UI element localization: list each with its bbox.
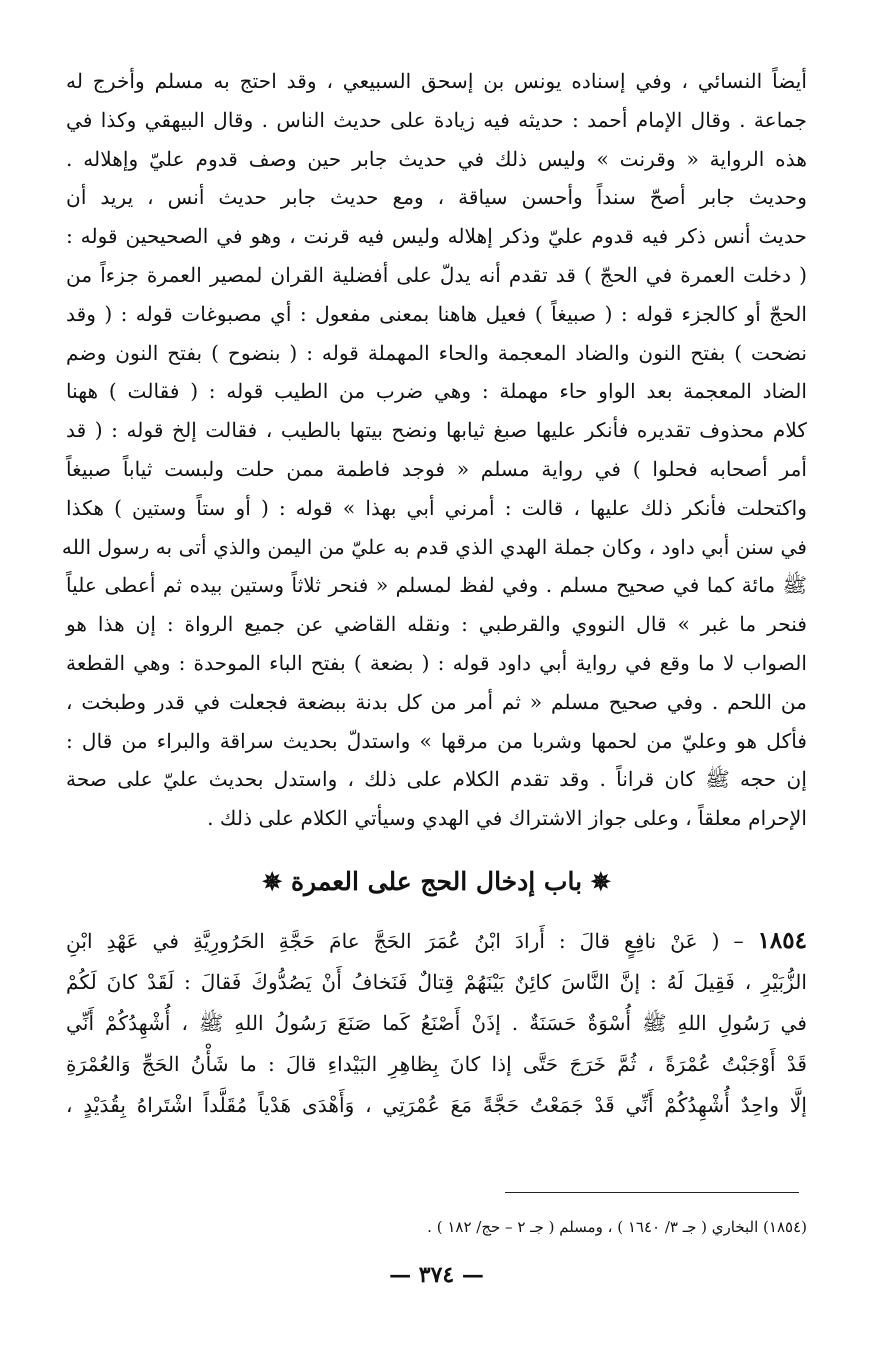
hadith-line-text: – ( عَنْ نافِعٍ قالَ : أَرادَ ابْنُ عُمَرَ الحَجَّ عامَ حَجَّةِ الحَرُورِيَّةِ في عَهْدِ ابْنِ bbox=[66, 928, 758, 953]
hadith-text bbox=[66, 920, 807, 1126]
commentary-text bbox=[61, 62, 807, 838]
commentary-line: حديث أنس ذكر فيه قدوم عليّ وذكر إهلاله وليس فيه قرنت ، وهو في الصحيحين قوله : bbox=[66, 224, 807, 249]
commentary-line: فنحر ما غبر » قال النووي والقرطبي : ونقله القاضي عن جميع الرواة : إن هذا هو bbox=[66, 612, 807, 637]
chapter-heading bbox=[66, 862, 807, 902]
commentary-line: أيضاً النسائي ، وفي إسناده يونس بن إسحق السبيعي ، وقد احتج به مسلم وأخرج له bbox=[66, 69, 807, 93]
commentary-line: فأكل هو وعليّ من لحمها وشربا من مرقها » واستدلّ بحديث سراقة والبراء من قال : bbox=[66, 728, 807, 753]
commentary-line: الإحرام معلقاً ، وعلى جواز الاشتراك في الهدي وسيأتي الكلام على ذلك . bbox=[207, 806, 807, 831]
commentary-line: الحجّ أو كالجزء قوله : ( صبيغاً ) فعيل هاهنا بمعنى مفعول : أي مصبوغات قوله : ( وقد bbox=[66, 301, 807, 326]
footnote: (١٨٥٤) البخاري ( جـ ٣/ ١٦٤٠ ) ، ومسلم ( جـ ٢ – حج/ ١٨٢ ) . bbox=[427, 1218, 807, 1236]
page-number: — ٣٧٤ — bbox=[389, 1262, 484, 1288]
hadith-line: في رَسُولِ اللهِ ﷺ أُسْوَةٌ حَسَنَةٌ . إذَنْ أَصْنَعُ كَما صَنَعَ رَسُولُ اللهِ ﷺ ، أُشْهِدُكُمْ أَنِّي bbox=[66, 1010, 807, 1035]
hadith-line: إلَّا واحِدٌ أُشْهِدُكُمْ أَنِّي قَدْ جَمَعْتُ حَجَّةً مَعَ عُمْرَتِي ، وَأَهْدَى هَدْياً مُقَلَّداً اشْتَراهُ بِقُدَيْدٍ ، bbox=[66, 1092, 807, 1117]
commentary-line: هذه الرواية « وقرنت » وليس ذلك في حديث جابر حين وصف قدوم عليّ وإهلاله . bbox=[66, 146, 807, 171]
commentary-line: من اللحم . وفي صحيح مسلم « ثم أمر من كل بدنة ببضعة فجعلت في قدر وطبخت ، bbox=[66, 689, 807, 714]
star-ornament-right: ✵ bbox=[590, 866, 611, 896]
commentary-line: نضحت ) بفتح النون والضاد المعجمة والحاء المهملة قوله : ( بنضوح ) بفتح النون وضم bbox=[66, 340, 807, 365]
hadith-line: الزُّبَيْرِ ، فَقِيلَ لَهُ : إنَّ النَّاسَ كائِنٌ بَيْنَهُمْ قِتالٌ فَنَخافُ أَنْ يَصُدُّوكَ فَقالَ : لَقَدْ كانَ لَكُمْ bbox=[66, 969, 807, 994]
commentary-line: أمر أصحابه فحلوا ) في رواية مسلم « فوجد فاطمة ممن حلت ولبست ثياباً صبيغاً bbox=[66, 456, 807, 481]
hadith-line: قَدْ أَوْجَبْتُ عُمْرَةً ، ثُمَّ خَرَجَ حَتَّى إذا كانَ بِظاهِرِ البَيْداءِ قالَ : ما شَأْنُ الحَجِّ وَالعُمْرَةِ bbox=[66, 1051, 807, 1076]
commentary-line: الصواب لا ما وقع في رواية أبي داود قوله : ( بضعة ) بفتح الباء الموحدة : وهي القطعة bbox=[66, 650, 807, 675]
commentary-line: كلام محذوف تقديره فأنكر عليها صبغ ثيابها ونضح بيتها بالطيب ، فقالت إلخ قوله : ( قد bbox=[66, 418, 807, 443]
commentary-line: وحديث جابر أصحّ سنداً وأحسن سياقة ، ومع حديث جابر حديث أنس ، يريد أن bbox=[66, 185, 807, 210]
hadith-line bbox=[66, 920, 807, 962]
commentary-line: واكتحلت فأنكر ذلك عليها ، قالت : أمرني أبي بهذا » قوله : ( أو ستاً وستين ) هكذا bbox=[66, 495, 807, 520]
commentary-line: إن حجه ﷺ كان قراناً . وقد تقدم الكلام على ذلك ، واستدل بحديث عليّ على صحة bbox=[66, 767, 807, 792]
commentary-line: الضاد المعجمة بعد الواو حاء مهملة : وهي ضرب من الطيب قوله : ( فقالت ) ههنا bbox=[66, 379, 807, 404]
commentary-line: ﷺ مائة كما في صحيح مسلم . وفي لفظ لمسلم « فنحر ثلاثاً وستين بيده ثم أعطى علياً bbox=[66, 573, 807, 598]
chapter-title: باب إدخال الحج على العمرة bbox=[290, 866, 583, 896]
hadith-number: ١٨٥٤ bbox=[757, 926, 807, 954]
commentary-line: ( دخلت العمرة في الحجّ ) قد تقدم أنه يدلّ على أفضلية القران لمصير العمرة جزءاً من bbox=[66, 262, 807, 287]
commentary-line: جماعة . وقال الإمام أحمد : حديثه فيه زيادة على حديث الناس . وقال البيهقي وكذا في bbox=[66, 107, 807, 132]
footnote-divider bbox=[505, 1192, 799, 1193]
commentary-line: في سنن أبي داود ، وكان جملة الهدي الذي قدم به عليّ من اليمن والذي أتى به رسول الله bbox=[61, 534, 807, 559]
star-ornament-left: ✵ bbox=[262, 866, 283, 896]
